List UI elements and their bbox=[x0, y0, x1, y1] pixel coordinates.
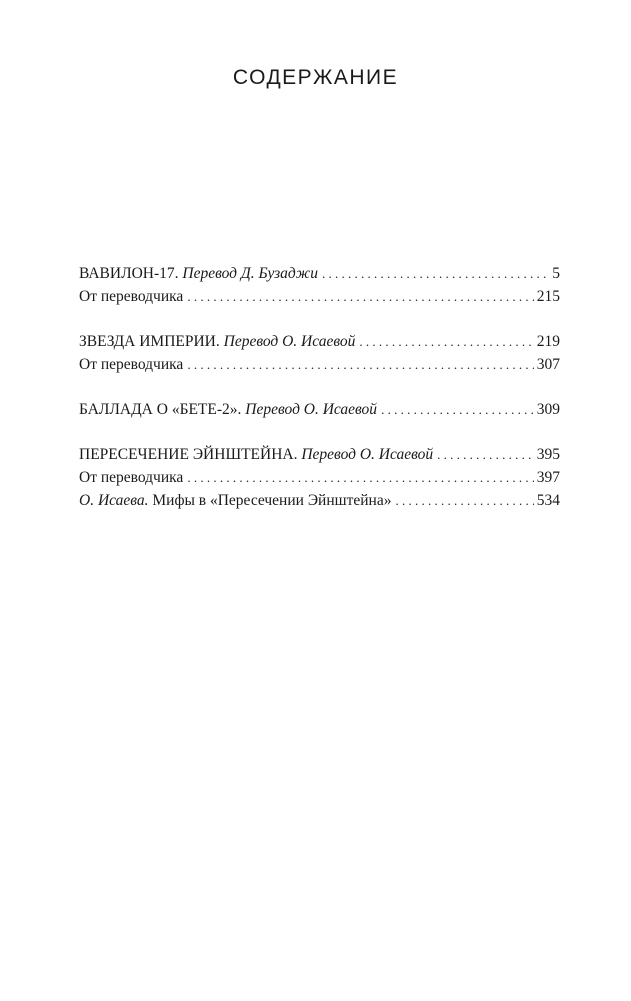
toc-entry-page: 307 bbox=[536, 356, 560, 373]
toc-dot-leader bbox=[381, 398, 534, 421]
toc-entry-page: 309 bbox=[536, 401, 560, 418]
toc-entry-name: Мифы в «Пересечении Эйнштейна» bbox=[152, 492, 392, 509]
toc-entry-name: БАЛЛАДА О «БЕТЕ-2». bbox=[79, 401, 242, 418]
toc-entry-page: 534 bbox=[536, 492, 560, 509]
toc-dot-leader bbox=[187, 285, 533, 308]
toc-entry-page: 395 bbox=[536, 446, 560, 463]
toc-entry-ballad-of-beta-2[interactable] bbox=[79, 398, 560, 421]
toc-group-einstein-intersection bbox=[79, 443, 560, 512]
toc-entry-title bbox=[79, 398, 377, 421]
toc-entry-babel-17[interactable] bbox=[79, 262, 560, 285]
toc-dot-leader bbox=[187, 466, 533, 489]
toc-entry-page: 215 bbox=[536, 288, 560, 305]
toc-entry-name: ЗВЕЗДА ИМПЕРИИ. bbox=[79, 333, 220, 350]
toc-entry-title: От переводчика bbox=[79, 288, 184, 305]
toc-entry-translator: Перевод О. Исаевой bbox=[245, 401, 378, 418]
page-title: СОДЕРЖАНИЕ bbox=[232, 66, 399, 89]
toc-entry-title bbox=[79, 443, 433, 466]
toc-entry-translator: Перевод О. Исаевой bbox=[301, 446, 434, 463]
toc-group-ballad-of-beta-2 bbox=[79, 398, 560, 421]
toc-entry-translator-note-2[interactable] bbox=[79, 353, 560, 376]
toc-entry-page: 219 bbox=[536, 333, 560, 350]
toc-entry-name: ПЕРЕСЕЧЕНИЕ ЭЙНШТЕЙНА. bbox=[79, 446, 298, 463]
toc-entry-title bbox=[79, 489, 391, 512]
toc-entry-translator: Перевод Д. Бузаджи bbox=[182, 265, 318, 282]
toc-group-empire-star bbox=[79, 330, 560, 376]
toc-entry-name: ВАВИЛОН-17. bbox=[79, 265, 179, 282]
toc-dot-leader bbox=[437, 443, 534, 466]
toc-dot-leader bbox=[359, 330, 533, 353]
table-of-contents bbox=[79, 262, 560, 534]
toc-entry-title: От переводчика bbox=[79, 356, 184, 373]
toc-entry-title: От переводчика bbox=[79, 469, 184, 486]
toc-entry-translator-note-1[interactable] bbox=[79, 285, 560, 308]
toc-entry-page: 397 bbox=[536, 469, 560, 486]
toc-dot-leader bbox=[187, 353, 533, 376]
toc-entry-translator-note-3[interactable] bbox=[79, 466, 560, 489]
toc-dot-leader bbox=[322, 262, 549, 285]
toc-entry-page: 5 bbox=[552, 265, 560, 282]
toc-entry-einstein-intersection[interactable] bbox=[79, 443, 560, 466]
toc-entry-translator: Перевод О. Исаевой bbox=[223, 333, 356, 350]
toc-entry-myths-essay[interactable] bbox=[79, 489, 560, 512]
toc-entry-title bbox=[79, 330, 355, 353]
toc-dot-leader bbox=[395, 489, 533, 512]
toc-group-babel-17 bbox=[79, 262, 560, 308]
toc-entry-author: О. Исаева. bbox=[79, 492, 149, 509]
toc-entry-empire-star[interactable] bbox=[79, 330, 560, 353]
toc-entry-title bbox=[79, 262, 318, 285]
